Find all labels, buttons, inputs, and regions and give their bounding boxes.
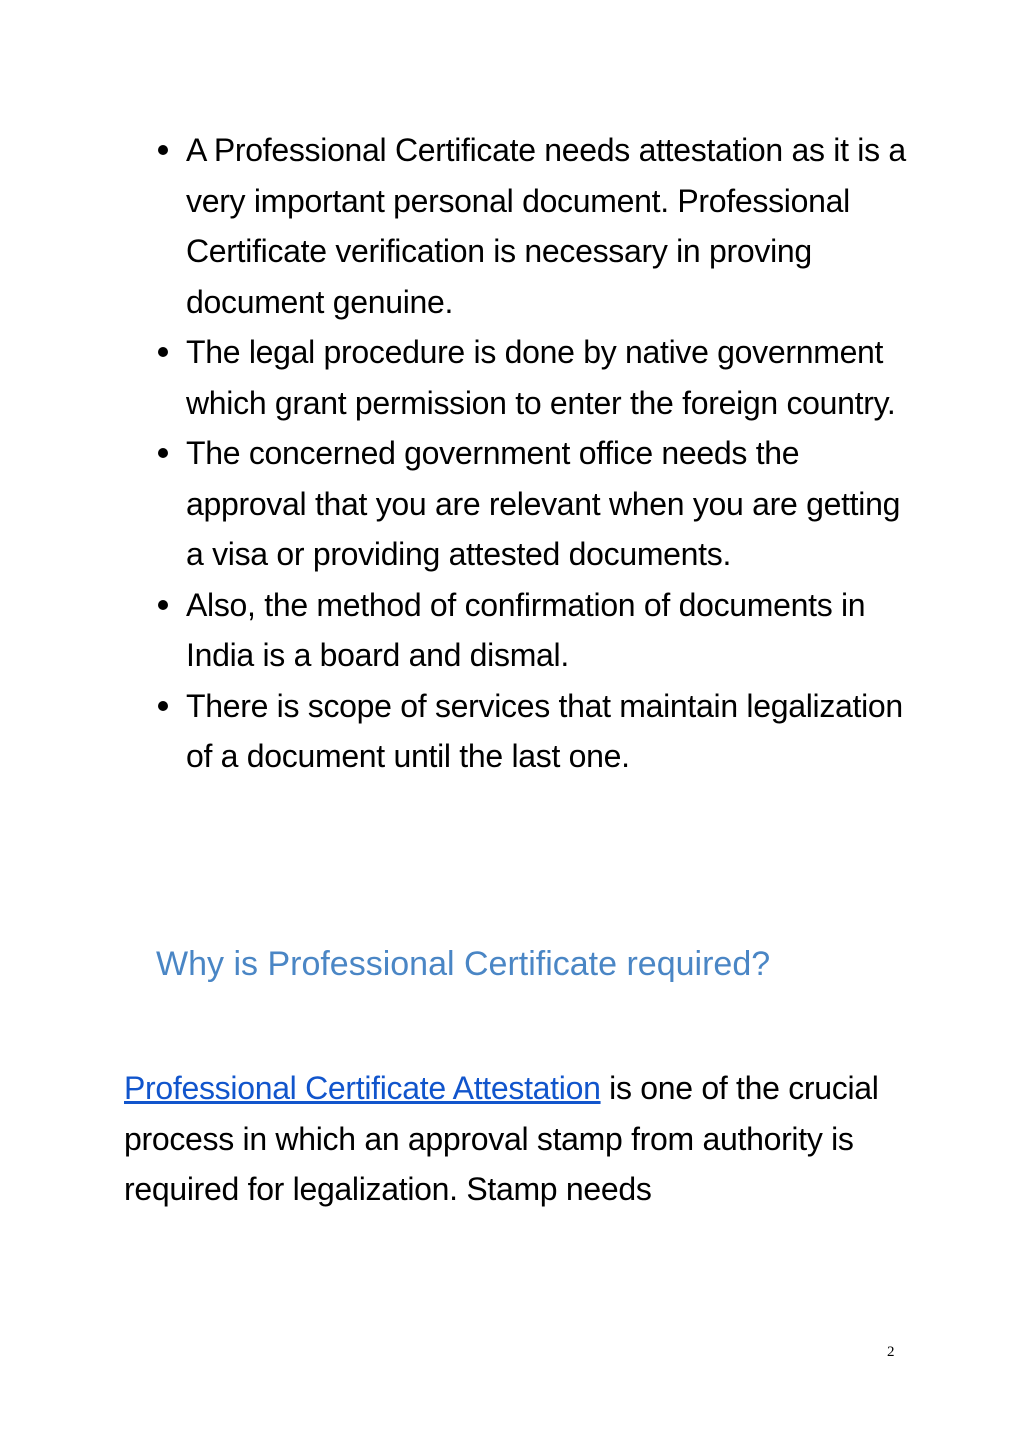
- bullet-list: [152, 125, 912, 782]
- bullet-dot-icon: [158, 600, 168, 610]
- bullet-dot-icon: [158, 145, 168, 155]
- list-item: [152, 580, 912, 681]
- list-item-text: There is scope of services that maintain legalization of a document until the last one.: [186, 687, 903, 774]
- section-heading: Why is Professional Certificate required?: [156, 945, 771, 983]
- list-item: [152, 428, 912, 580]
- bullet-dot-icon: [158, 701, 168, 711]
- bullet-dot-icon: [158, 347, 168, 357]
- body-paragraph: [124, 1063, 904, 1215]
- list-item: [152, 681, 912, 782]
- list-item-text: Also, the method of confirmation of documents in India is a board and dismal.: [186, 586, 866, 673]
- list-item: [152, 125, 912, 327]
- paragraph-text: is one of the crucial process in which an approval stamp from authority is required for legalization. Stamp needs: [124, 1070, 879, 1207]
- list-item-text: The concerned government office needs the approval that you are relevant when you are getting a visa or providing attested documents.: [186, 435, 901, 572]
- list-item-text: The legal procedure is done by native government which grant permission to enter the foreign country.: [186, 334, 896, 421]
- bullet-dot-icon: [158, 448, 168, 458]
- page-number: 2: [887, 1344, 895, 1360]
- list-item-text: A Professional Certificate needs attestation as it is a very important personal document. Professional Certificate verification is necessary in proving document genuine.: [186, 132, 906, 320]
- list-item: [152, 327, 912, 428]
- attestation-link[interactable]: Professional Certificate Attestation: [124, 1070, 601, 1106]
